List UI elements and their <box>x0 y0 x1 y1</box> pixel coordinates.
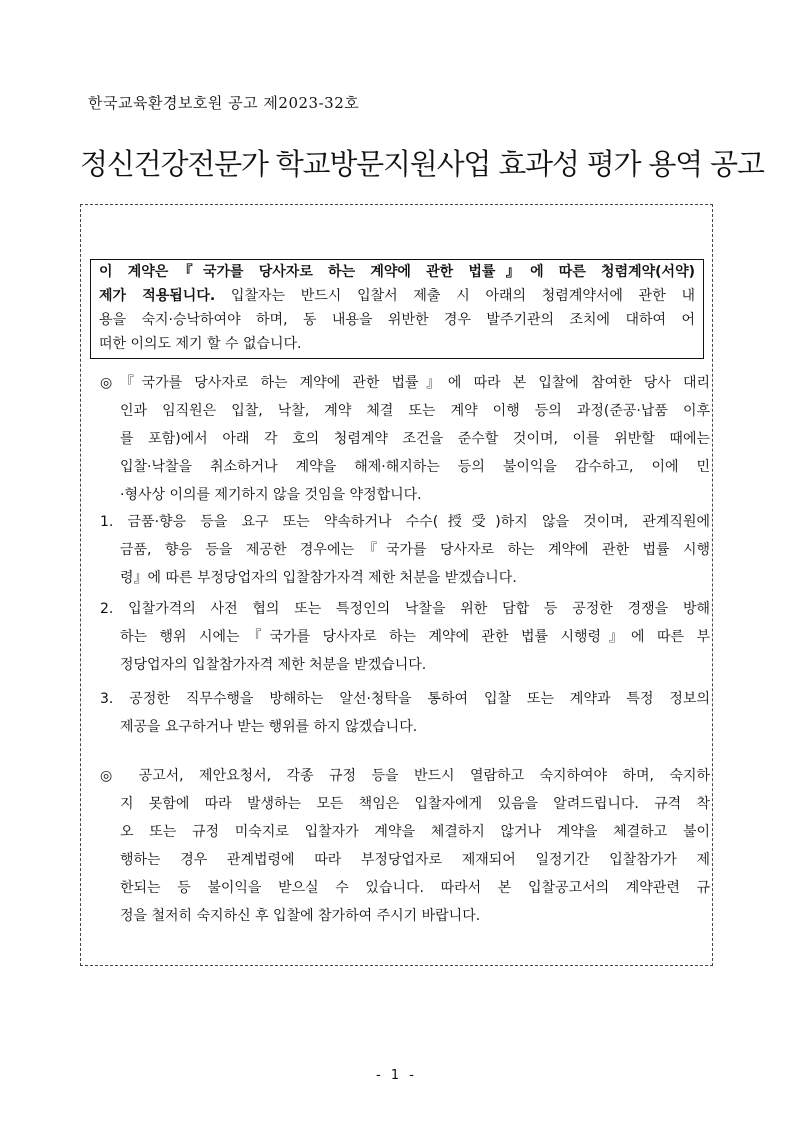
pledge-item-3 <box>100 685 710 741</box>
closing-line: ◎ 공고서, 제안요청서, 각종 규정 등을 반드시 열람하고 숙지하여야 하며, 숙지하 <box>100 768 710 784</box>
integrity-notice-line <box>99 284 695 308</box>
closing-line: 행하는 경우 관계법령에 따라 부정당업자로 제재되어 일정기간 입찰참가가 제 <box>120 852 710 868</box>
pledge-item-1 <box>100 508 710 592</box>
page-number: - 1 - <box>376 1068 417 1083</box>
integrity-notice-text: 입찰자는 반드시 입찰서 제출 시 아래의 청렴계약서에 관한 내 <box>215 288 695 304</box>
item-line: 령』에 따른 부정당업자의 입찰참가자격 제한 처분을 받겠습니다. <box>120 570 517 586</box>
closing-line: 한되는 등 불이익을 받으실 수 있습니다. 따라서 본 입찰공고서의 계약관련 규 <box>120 880 710 896</box>
pledge-paragraph <box>100 369 710 509</box>
closing-line: 정을 철저히 숙지하신 후 입찰에 참가하여 주시기 바랍니다. <box>120 908 481 924</box>
item-line: 제공을 요구하거나 받는 행위를 하지 않겠습니다. <box>120 719 418 735</box>
closing-line: 지 못함에 따라 발생하는 모든 책임은 입찰자에게 있음을 알려드립니다. 규격 착 <box>120 796 710 812</box>
pledge-line: ·형사상 이의를 제기하지 않을 것임을 약정합니다. <box>120 487 422 503</box>
integrity-notice-bold-text: 제가 적용됩니다. <box>99 288 216 304</box>
pledge-line: 입찰·낙찰을 취소하거나 계약을 해제·해지하는 등의 불이익을 감수하고, 이에 민 <box>120 459 710 475</box>
item-line: 2. 입찰가격의 사전 협의 또는 특정인의 낙찰을 위한 담합 등 공정한 경쟁을 방해 <box>100 601 710 617</box>
item-line: 3. 공정한 직무수행을 방해하는 알선·청탁을 통하여 입찰 또는 계약과 특정 정보의 <box>100 691 710 707</box>
item-line: 정당업자의 입찰참가자격 제한 처분을 받겠습니다. <box>120 657 427 673</box>
integrity-notice-line: 이 계약은『국가를 당사자로 하는 계약에 관한 법률』에 따른 청렴계약(서약) <box>99 264 695 280</box>
integrity-contract-notice <box>90 259 704 359</box>
item-line: 하는 행위 시에는『국가를 당사자로 하는 계약에 관한 법률 시행령』에 따른 부 <box>120 629 710 645</box>
notice-number: 한국교육환경보호원 공고 제2023-32호 <box>88 94 360 112</box>
integrity-notice-line: 용을 숙지·승낙하여야 하며, 동 내용을 위반한 경우 발주기관의 조치에 대하여 어 <box>99 312 695 328</box>
integrity-notice-line: 떠한 이의도 제기 할 수 없습니다. <box>99 336 302 352</box>
item-line: 금품, 향응 등을 제공한 경우에는『국가를 당사자로 하는 계약에 관한 법률 시행 <box>120 542 710 558</box>
pledge-item-2 <box>100 595 710 679</box>
document-title: 정신건강전문가 학교방문지원사업 효과성 평가 용역 공고 <box>80 147 764 181</box>
closing-paragraph <box>100 762 710 930</box>
item-line: 1. 금품·향응 등을 요구 또는 약속하거나 수수(授受)하지 않을 것이며, 관계직원에 <box>100 514 710 530</box>
pledge-line: 인과 임직원은 입찰, 낙찰, 계약 체결 또는 계약 이행 등의 과정(준공·납품 이후 <box>120 403 710 419</box>
pledge-line: ◎『국가를 당사자로 하는 계약에 관한 법률』에 따라 본 입찰에 참여한 당사 대리 <box>100 375 710 391</box>
pledge-line: 를 포함)에서 아래 각 호의 청렴계약 조건을 준수할 것이며, 이를 위반할 때에는 <box>120 431 710 447</box>
closing-line: 오 또는 규정 미숙지로 입찰자가 계약을 체결하지 않거나 계약을 체결하고 불이 <box>120 824 710 840</box>
